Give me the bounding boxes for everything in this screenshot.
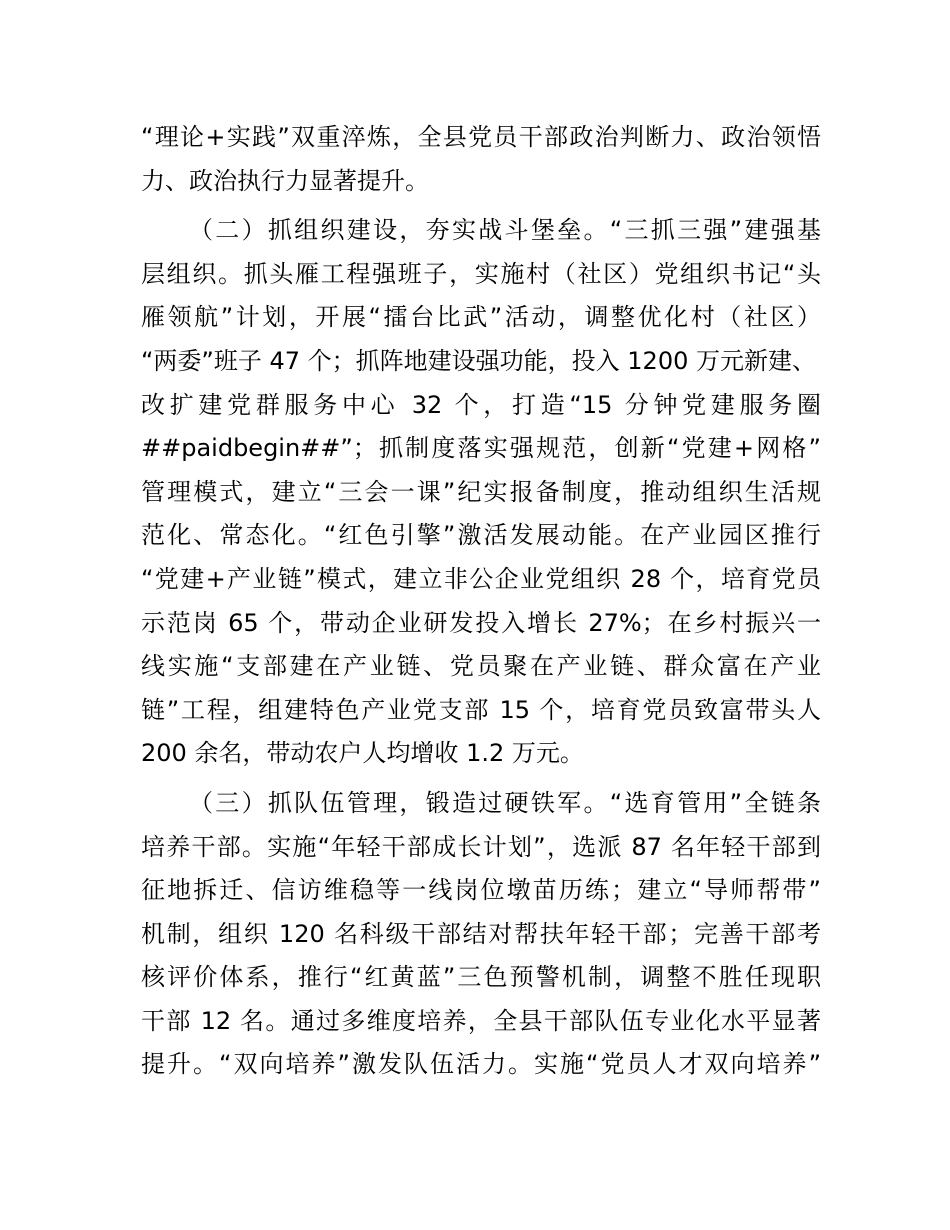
text-line: “理论+实践”双重淬炼，全县党员干部政治判断力、政治领悟 [141, 123, 821, 151]
text-line: 核评价体系，推行“红黄蓝”三色预警机制，调整不胜任现职 [141, 963, 821, 992]
text-line: 管理模式，建立“三会一课”纪实报备制度，推动组织生活规 [141, 477, 821, 506]
paragraph-intro-continuation [141, 116, 821, 203]
paragraph-section-3 [141, 782, 821, 1087]
text-line: 干部 12 名。通过多维度培养，全县干部队伍专业化水平显著 [141, 1006, 821, 1035]
paragraph-section-2 [141, 209, 821, 776]
section-heading-line: （二）抓组织建设，夯实战斗堡垒。“三抓三强”建强基 [189, 216, 821, 245]
section-heading-line: （三）抓队伍管理，锻造过硬铁军。“选育管用”全链条 [189, 788, 821, 817]
text-line: 征地拆迁、信访维稳等一线岗位墩苗历练；建立“导师帮带” [141, 876, 821, 905]
text-line: 机制，组织 120 名科级干部结对帮扶年轻干部；完善干部考 [141, 919, 821, 948]
text-line: 培养干部。实施“年轻干部成长计划”，选派 87 名年轻干部到 [141, 832, 821, 861]
text-line: 改扩建党群服务中心 32 个，打造“15 分钟党建服务圈 [141, 390, 821, 419]
text-line: 层组织。抓头雁工程强班子，实施村（社区）党组织书记“头 [141, 259, 821, 288]
document-body [141, 116, 821, 1087]
text-line: “两委”班子 47 个；抓阵地建设强功能，投入 1200 万元新建、 [141, 346, 816, 375]
text-line: 链”工程，组建特色产业党支部 15 个，培育党员致富带头人 [141, 695, 821, 724]
text-line: 线实施“支部建在产业链、党员聚在产业链、群众富在产业 [141, 652, 821, 681]
text-line: 雁领航”计划，开展“擂台比武”活动，调整优化村（社区） [141, 303, 821, 332]
text-line: “党建+产业链”模式，建立非公企业党组织 28 个，培育党员 [141, 564, 821, 593]
text-line: 提升。“双向培养”激发队伍活力。实施“党员人才双向培养” [141, 1050, 821, 1079]
text-line: 200 余名，带动农户人均增收 1.2 万元。 [141, 739, 584, 768]
text-line: 力、政治执行力显著提升。 [141, 166, 429, 195]
text-line: ##paidbegin##”；抓制度落实强规范，创新“党建+网格” [141, 434, 821, 463]
text-line: 范化、常态化。“红色引擎”激活发展动能。在产业园区推行 [141, 521, 821, 550]
text-line: 示范岗 65 个，带动企业研发投入增长 27%；在乡村振兴一 [141, 608, 821, 637]
